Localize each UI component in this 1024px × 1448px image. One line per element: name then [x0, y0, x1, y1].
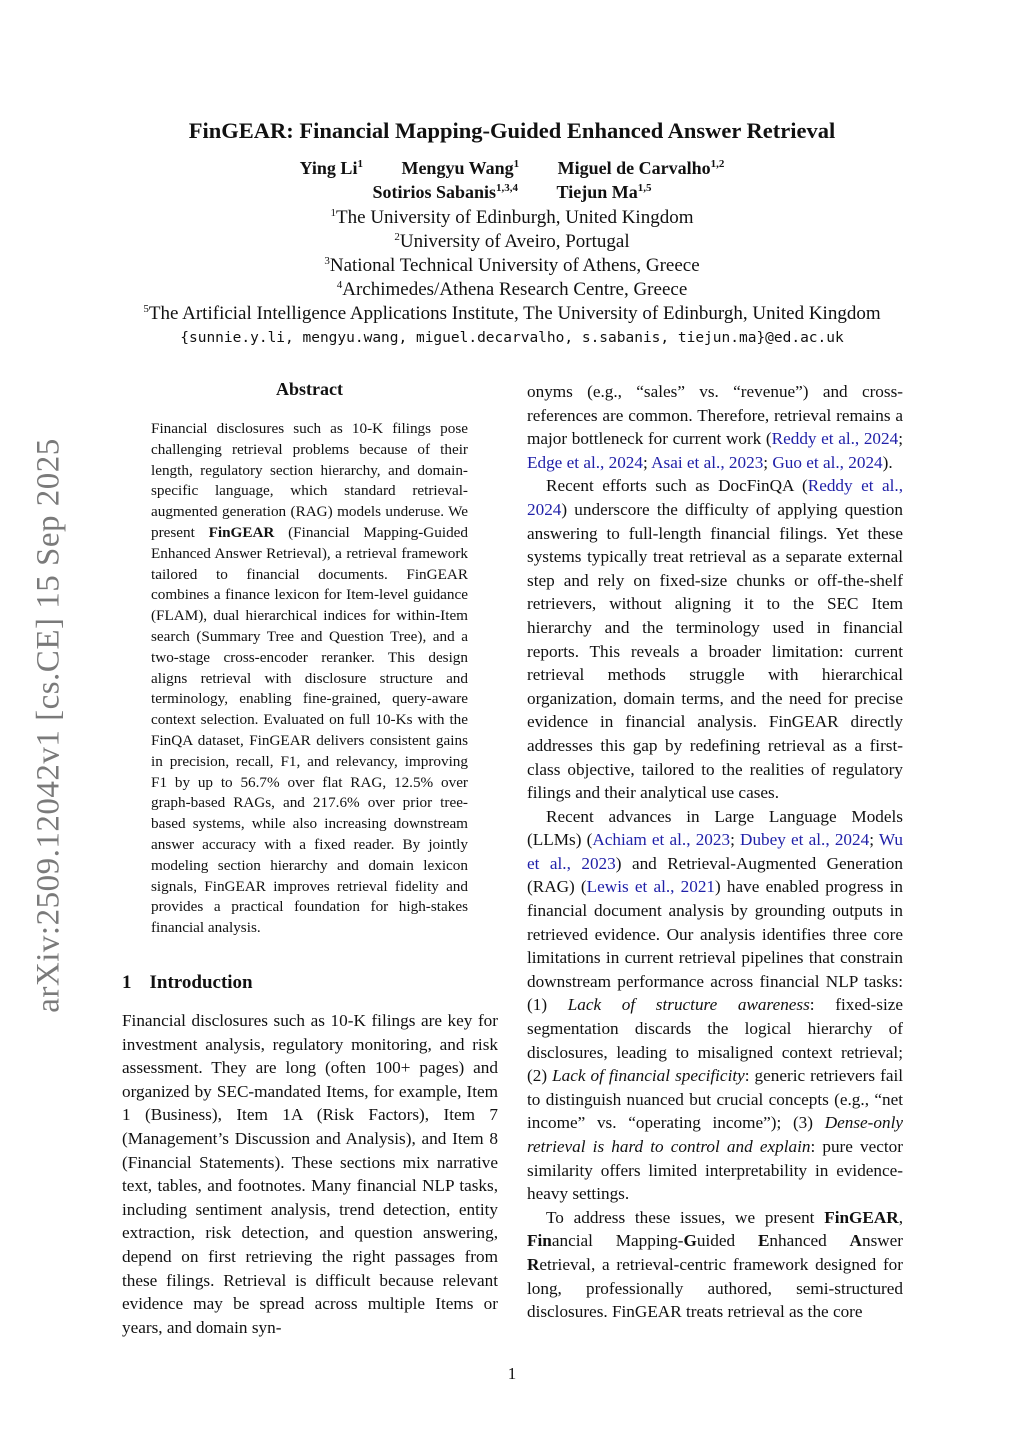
affiliation: $^5$The Artificial Intelligence Applications Institute, The University of Edinburgh, United Kingdom: [143, 303, 881, 324]
paragraph: Recent efforts such as DocFinQA (Reddy et al., 2024) underscore the difficulty of applying question answering to full-length financial filings. Yet these systems typically treat retrieval as a separate external step and rely on fixed-size chunks or off-the-shelf retrievers, without aligning it to the SEC Item hierarchy and the terminology used in financial reports. This reveals a broader limitation: current retrieval methods struggle with hierarchical organization, domain terms, and the need for precise evidence in financial analysis. FinGEAR directly addresses this gap by redefining retrieval as a first-class objective, tailored to the realities of regulatory filings and their analytical use cases.: [527, 476, 904, 803]
paragraph: onyms (e.g., “sales” vs. “revenue”) and cross-references are common. Therefore, retrieval remains a major bottleneck for current work (Reddy et al., 2024; Edge et al., 2024; Asai et al., 2023; Guo et al., 2024).: [527, 382, 903, 472]
arxiv-watermark: [2, 420, 97, 1030]
author: Sotirios Sabanis$^{1,3,4}$: [372, 182, 519, 202]
affiliation: $^1$The University of Edinburgh, United Kingdom: [330, 207, 694, 228]
citation-link[interactable]: Dubey et al., 2024: [740, 830, 870, 850]
author: Mengyu Wang$^1$: [401, 158, 520, 178]
author-row-1: [60, 158, 964, 179]
affiliation: $^3$National Technical University of Athens, Greece: [324, 255, 700, 276]
author-emails: {sunnie.y.li, mengyu.wang, miguel.decarvalho, s.sabanis, tiejun.ma}@ed.ac.uk: [180, 330, 844, 346]
abstract-body: Financial disclosures such as 10-K filings pose challenging retrieval problems because of their length, regulatory section hierarchy, and domain-specific language, which standard retrieval-augmented generation (RAG) models underuse. We present FinGEAR (Financial Mapping-Guided Enhanced Answer Retrieval), a retrieval framework tailored to financial documents. FinGEAR combines a finance lexicon for Item-level guidance (FLAM), dual hierarchical indices for within-Item search (Summary Tree and Question Tree), and a two-stage cross-encoder reranker. This design aligns retrieval with disclosure structure and terminology, enabling fine-grained, query-aware context selection. Evaluated on full 10-Ks with the FinQA dataset, FinGEAR delivers consistent gains in precision, recall, F1, and relevancy, improving F1 by up to 56.7% over flat RAG, 12.5% over graph-based RAGs, and 217.6% over prior tree-based systems, while also increasing downstream answer accuracy with a fixed reader. By jointly modeling section hierarchy and domain lexicon signals, FinGEAR improves retrieval fidelity and provides a practical foundation for high-stakes financial analysis.: [151, 420, 469, 937]
page-number: 1: [507, 1364, 517, 1383]
affiliation: $^4$Archimedes/Athena Research Centre, Greece: [336, 279, 688, 300]
citation-link[interactable]: Asai et al., 2023: [651, 452, 764, 472]
citation-link[interactable]: Reddy et al., 2024: [771, 429, 899, 449]
author: Ying Li$^1$: [299, 158, 363, 178]
abstract-heading: Abstract: [276, 379, 343, 399]
citation-link[interactable]: Reddy et al., 2024: [527, 476, 904, 519]
citation-link[interactable]: Edge et al., 2024: [527, 452, 643, 472]
section-heading: 1 Introduction: [122, 972, 253, 993]
right-column: [527, 380, 903, 1324]
arxiv-id: arXiv:2509.12042v1 [cs.CE] 15 Sep 2025: [31, 437, 68, 1013]
author: Miguel de Carvalho$^{1,2}$: [557, 158, 725, 178]
citation-link[interactable]: Guo et al., 2024: [772, 452, 883, 472]
paragraph: Recent advances in Large Language Models (LLMs) (Achiam et al., 2023; Dubey et al., 2024; Wu et al., 2023) and Retrieval-Augmented Generation (RAG) (Lewis et al., 2021) have enabled progress in financial document analysis by grounding outputs in retrieved evidence. Our analysis identifies three core limitations in current retrieval pipelines that constrain downstream performance across financial NLP tasks: (1) Lack of structure awareness: fixed-size segmentation discards the logical hierarchy of disclosures, leading to misaligned context retrieval; (2) Lack of financial specificity: generic retrievers fail to distinguish nuanced but crucial concepts (e.g., “net income” vs. “operating income”); (3) Dense-only retrieval is hard to control and explain: pure vector similarity offers limited interpretability in evidence-heavy settings.: [527, 806, 903, 1204]
citation-link[interactable]: Wu et al., 2023: [527, 830, 903, 873]
paragraph: To address these issues, we present FinGEAR, Financial Mapping-Guided Enhanced Answer Retrieval, a retrieval-centric framework designed for long, professionally authored, semi-structured disclosures. FinGEAR treats retrieval as the core: [527, 1207, 904, 1322]
intro-paragraph: Financial disclosures such as 10-K filings are key for investment analysis, regulatory monitoring, and risk assessment. They are long (often 100+ pages) and organized by SEC-mandated Items, for example, Item 1 (Business), Item 1A (Risk Factors), Item 7 (Management’s Discussion and Analysis), and Item 8 (Financial Statements). These sections mix narrative text, tables, and footnotes. Many financial NLP tasks, including sentiment analysis, trend detection, entity extraction, risk detection, and question answering, depend on first retrieving the right passages from these filings. Retrieval is difficult because relevant evidence may be spread across multiple Items or years, and domain syn-: [122, 1011, 498, 1337]
author: Tiejun Ma$^{1,5}$: [556, 182, 652, 202]
affiliation: $^2$University of Aveiro, Portugal: [394, 231, 630, 252]
intro-left-column: [122, 1009, 498, 1339]
paper-title: FinGEAR: Financial Mapping-Guided Enhanced Answer Retrieval: [188, 118, 836, 143]
citation-link[interactable]: Achiam et al., 2023: [592, 830, 731, 850]
author-row-2: [60, 182, 964, 203]
citation-link[interactable]: Lewis et al., 2021: [586, 877, 716, 897]
